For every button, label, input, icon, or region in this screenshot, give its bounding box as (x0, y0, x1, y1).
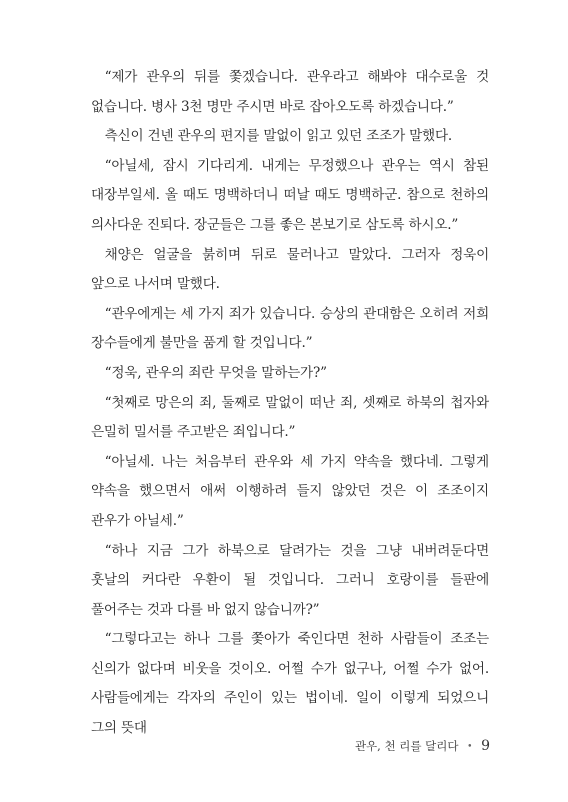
paragraph: “정욱, 관우의 죄란 무엇을 말하는가?” (104, 364, 327, 381)
paragraph: “아닐세. 나는 처음부터 관우와 세 가지 약속을 했다네. 그렇게 약속을 했으면서 애써 이행하려 들지 않았던 것은 이 조조이지 관우가 아닐세.” (91, 453, 489, 529)
page-footer (355, 738, 490, 754)
paragraph: “그렇다고는 하나 그를 쫓아가 죽인다면 천하 사람들이 조조는 신의가 없다며 비웃을 것이오. 어쩔 수가 없구나, 어쩔 수가 없어. 사람들에게는 각자의 주인이 있는 법이네. 일이 이렇게 되었으니 그의 뜻대 (91, 631, 489, 737)
paragraph: “첫째로 망은의 죄, 둘째로 말없이 떠난 죄, 셋째로 하북의 첩자와 은밀히 밀서를 주고받은 죄입니다.” (91, 394, 489, 441)
paragraph: “관우에게는 세 가지 죄가 있습니다. 승상의 관대함은 오히려 저희 장수들에게 불만을 품게 할 것입니다.” (91, 305, 489, 352)
paragraph: “하나 지금 그가 하북으로 달려가는 것을 그냥 내버려둔다면 훗날의 커다란 우환이 될 것입니다. 그러니 호랑이를 들판에 풀어주는 것과 다를 바 없지 않습니까?” (91, 542, 489, 618)
page-number: 9 (481, 738, 490, 754)
paragraph: 측신이 건넨 관우의 편지를 말없이 읽고 있던 조조가 말했다. (104, 128, 453, 145)
body-text (91, 63, 489, 744)
running-title: 관우, 천 리를 달리다 (354, 739, 459, 753)
paragraph: “제가 관우의 뒤를 쫓겠습니다. 관우라고 해봐야 대수로울 것 없습니다. 병사 3천 명만 주시면 바로 잡아오도록 하겠습니다.” (91, 69, 489, 115)
paragraph: “아닐세, 잠시 기다리게. 내게는 무정했으나 관우는 역시 참된 대장부일세. 올 때도 명백하더니 떠날 때도 명백하군. 참으로 천하의 의사다운 진퇴다. 장군들은 그를 좋은 본보기로 삼도록 하시오.” (91, 157, 489, 233)
paragraph: 채양은 얼굴을 붉히며 뒤로 물러나고 말았다. 그러자 정욱이 앞으로 나서며 말했다. (91, 246, 489, 293)
footer-separator: • (467, 742, 473, 752)
